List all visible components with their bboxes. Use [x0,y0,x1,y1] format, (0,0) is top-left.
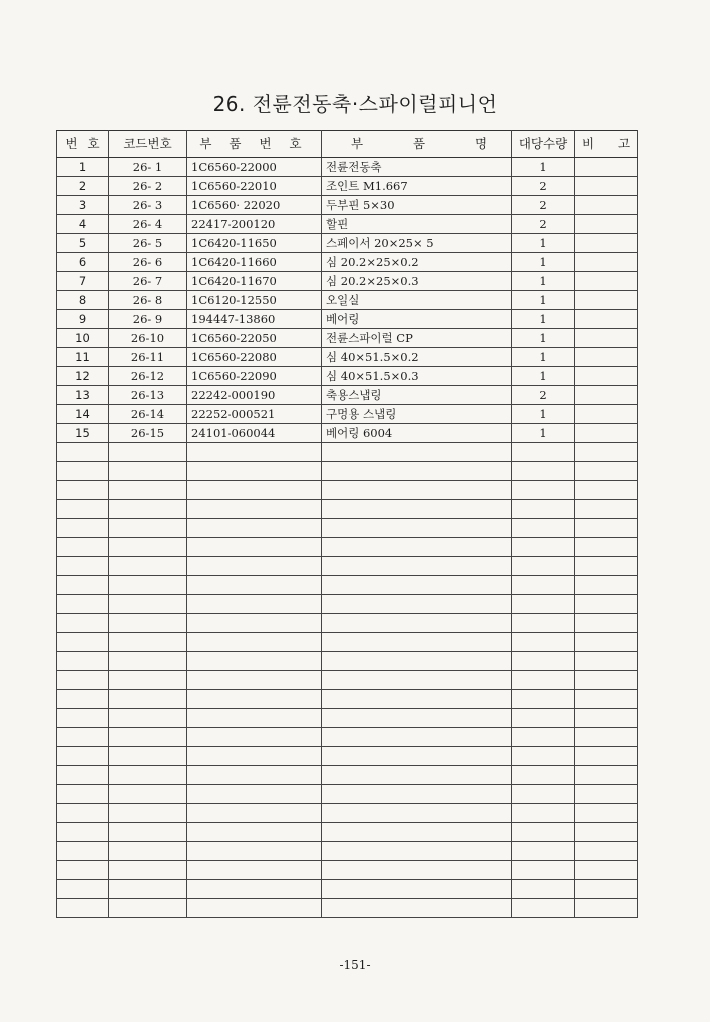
cell-qty [512,804,575,823]
table-row [57,329,638,348]
cell-part-name: 베어링 [322,310,512,329]
cell-qty: 1 [512,234,575,253]
cell-part-name: 오일실 [322,291,512,310]
cell-remark [575,443,638,462]
cell-qty [512,842,575,861]
table-row [57,158,638,177]
cell-part-no: 22252-000521 [187,405,322,424]
cell-part-name: 심 40×51.5×0.3 [322,367,512,386]
header-name-char-2: 품 [412,136,426,151]
cell-remark [575,519,638,538]
cell-part-no: 1C6420-11660 [187,253,322,272]
cell-code [109,443,187,462]
cell-part-name: 조인트 M1.667 [322,177,512,196]
cell-code [109,519,187,538]
empty-table-row [57,804,638,823]
cell-no [57,880,109,899]
cell-remark [575,215,638,234]
cell-code: 26- 6 [109,253,187,272]
cell-part-no: 1C6420-11670 [187,272,322,291]
cell-remark [575,709,638,728]
cell-qty [512,633,575,652]
cell-no: 4 [57,215,109,234]
table-row [57,234,638,253]
cell-code [109,652,187,671]
cell-code: 26- 8 [109,291,187,310]
table-row [57,348,638,367]
empty-table-row [57,538,638,557]
cell-part-name: 할핀 [322,215,512,234]
cell-part-no: 1C6560-22050 [187,329,322,348]
cell-part-no [187,538,322,557]
empty-table-row [57,557,638,576]
cell-remark [575,557,638,576]
cell-part-no: 194447-13860 [187,310,322,329]
cell-part-no [187,728,322,747]
empty-table-row [57,766,638,785]
cell-part-name [322,804,512,823]
cell-part-name: 전륜전동축 [322,158,512,177]
cell-remark [575,481,638,500]
header-part-no: 부 품 번 호 [187,131,322,158]
cell-qty [512,671,575,690]
cell-part-no [187,462,322,481]
cell-part-no [187,747,322,766]
cell-code: 26-11 [109,348,187,367]
cell-part-no [187,842,322,861]
cell-part-name [322,462,512,481]
cell-remark [575,500,638,519]
cell-part-no [187,519,322,538]
cell-no: 12 [57,367,109,386]
cell-remark [575,253,638,272]
table-row [57,272,638,291]
cell-code [109,880,187,899]
cell-remark [575,367,638,386]
header-remark: 비 고 [575,131,638,158]
empty-table-row [57,633,638,652]
cell-remark [575,424,638,443]
cell-part-name: 구멍용 스냅링 [322,405,512,424]
cell-remark [575,196,638,215]
cell-code: 26- 7 [109,272,187,291]
cell-remark [575,690,638,709]
cell-part-name: 전륜스파이럴 CP [322,329,512,348]
cell-remark [575,823,638,842]
cell-qty [512,652,575,671]
cell-part-name: 두부핀 5×30 [322,196,512,215]
cell-qty [512,880,575,899]
cell-part-name [322,861,512,880]
table-row [57,424,638,443]
cell-code [109,671,187,690]
cell-code [109,614,187,633]
cell-qty [512,861,575,880]
cell-part-name [322,557,512,576]
cell-qty [512,519,575,538]
empty-table-row [57,671,638,690]
cell-remark [575,291,638,310]
cell-part-name: 축용스냅링 [322,386,512,405]
cell-qty [512,899,575,918]
cell-remark [575,899,638,918]
cell-code: 26-13 [109,386,187,405]
cell-part-no: 24101-060044 [187,424,322,443]
cell-part-no [187,557,322,576]
cell-part-no [187,576,322,595]
cell-code [109,842,187,861]
cell-part-no: 1C6560-22010 [187,177,322,196]
empty-table-row [57,785,638,804]
cell-remark [575,348,638,367]
cell-qty [512,576,575,595]
cell-code [109,766,187,785]
table-row [57,310,638,329]
cell-remark [575,633,638,652]
cell-part-name [322,728,512,747]
cell-remark [575,234,638,253]
cell-code: 26- 9 [109,310,187,329]
cell-part-name [322,633,512,652]
header-name-char-1: 부 [350,136,364,151]
cell-qty [512,462,575,481]
cell-qty: 2 [512,215,575,234]
empty-table-row [57,899,638,918]
cell-qty [512,785,575,804]
cell-part-no [187,614,322,633]
cell-code [109,576,187,595]
cell-no [57,728,109,747]
header-name-char-3: 명 [474,136,488,151]
cell-part-no [187,690,322,709]
cell-part-name: 스페이서 20×25× 5 [322,234,512,253]
cell-code: 26-15 [109,424,187,443]
empty-table-row [57,690,638,709]
cell-qty: 1 [512,424,575,443]
cell-remark [575,671,638,690]
cell-part-name: 심 20.2×25×0.3 [322,272,512,291]
cell-remark [575,576,638,595]
header-no: 번 호 [57,131,109,158]
cell-remark [575,310,638,329]
cell-no [57,785,109,804]
cell-part-no [187,823,322,842]
cell-part-no [187,861,322,880]
cell-qty [512,728,575,747]
cell-qty [512,595,575,614]
cell-remark [575,405,638,424]
cell-part-no: 22242-000190 [187,386,322,405]
cell-part-no [187,709,322,728]
cell-code [109,899,187,918]
cell-no: 1 [57,158,109,177]
cell-qty [512,614,575,633]
table-row [57,215,638,234]
cell-qty: 1 [512,310,575,329]
cell-part-no [187,880,322,899]
cell-remark [575,880,638,899]
cell-part-name [322,823,512,842]
cell-no [57,747,109,766]
cell-code [109,804,187,823]
cell-code [109,785,187,804]
cell-no: 8 [57,291,109,310]
empty-table-row [57,481,638,500]
empty-table-row [57,747,638,766]
cell-no [57,899,109,918]
empty-table-row [57,842,638,861]
cell-no [57,557,109,576]
cell-remark [575,728,638,747]
cell-code: 26- 2 [109,177,187,196]
cell-code: 26-10 [109,329,187,348]
cell-remark [575,804,638,823]
cell-qty: 2 [512,386,575,405]
cell-part-no [187,671,322,690]
cell-code [109,728,187,747]
cell-no [57,576,109,595]
cell-part-name [322,481,512,500]
cell-no [57,671,109,690]
cell-part-no [187,766,322,785]
cell-code: 26- 1 [109,158,187,177]
cell-no [57,804,109,823]
cell-part-name [322,785,512,804]
cell-part-name [322,671,512,690]
table-row [57,386,638,405]
page-number: -151- [339,958,371,972]
table-row [57,405,638,424]
cell-remark [575,177,638,196]
cell-qty [512,538,575,557]
table-row [57,253,638,272]
cell-code [109,595,187,614]
cell-code [109,500,187,519]
cell-code [109,709,187,728]
cell-qty: 1 [512,405,575,424]
cell-part-no [187,481,322,500]
cell-no: 2 [57,177,109,196]
cell-code: 26- 4 [109,215,187,234]
cell-part-no: 1C6560-22000 [187,158,322,177]
cell-part-no: 22417-200120 [187,215,322,234]
cell-no: 13 [57,386,109,405]
cell-code [109,633,187,652]
cell-part-no: 1C6420-11650 [187,234,322,253]
cell-remark [575,785,638,804]
cell-remark [575,614,638,633]
cell-qty [512,690,575,709]
cell-part-no: 1C6560-22090 [187,367,322,386]
cell-remark [575,747,638,766]
cell-qty [512,709,575,728]
cell-code: 26- 3 [109,196,187,215]
header-qty: 대당수량 [512,131,575,158]
cell-part-no [187,785,322,804]
cell-code: 26-14 [109,405,187,424]
cell-no: 10 [57,329,109,348]
cell-no [57,652,109,671]
cell-qty: 2 [512,196,575,215]
cell-qty: 1 [512,291,575,310]
cell-part-no [187,443,322,462]
empty-table-row [57,595,638,614]
cell-code: 26- 5 [109,234,187,253]
cell-qty [512,481,575,500]
cell-part-name [322,595,512,614]
cell-no [57,538,109,557]
cell-qty: 1 [512,158,575,177]
empty-table-row [57,709,638,728]
cell-code [109,462,187,481]
page-title: 26. 전륜전동축·스파이럴피니언 [212,92,498,116]
cell-part-no [187,500,322,519]
table-row [57,196,638,215]
cell-no: 11 [57,348,109,367]
cell-no [57,614,109,633]
cell-part-name [322,519,512,538]
empty-table-row [57,462,638,481]
cell-no: 3 [57,196,109,215]
cell-no [57,481,109,500]
cell-qty [512,747,575,766]
empty-table-row [57,652,638,671]
cell-no: 9 [57,310,109,329]
table-header-row [57,131,638,158]
header-code: 코드번호 [109,131,187,158]
cell-part-name: 베어링 6004 [322,424,512,443]
cell-part-name: 심 20.2×25×0.2 [322,253,512,272]
cell-part-no: 1C6560-22080 [187,348,322,367]
cell-code [109,481,187,500]
cell-no: 5 [57,234,109,253]
empty-table-row [57,576,638,595]
cell-part-name [322,500,512,519]
cell-qty [512,557,575,576]
cell-part-name [322,690,512,709]
cell-no [57,690,109,709]
cell-qty: 1 [512,272,575,291]
cell-no [57,766,109,785]
cell-part-no [187,595,322,614]
cell-qty: 1 [512,367,575,386]
cell-remark [575,595,638,614]
cell-remark [575,386,638,405]
parts-table [56,130,638,918]
cell-no [57,500,109,519]
cell-no: 6 [57,253,109,272]
cell-no: 15 [57,424,109,443]
cell-part-name [322,842,512,861]
cell-qty [512,766,575,785]
cell-no [57,443,109,462]
cell-code [109,823,187,842]
cell-part-no: 1C6120-12550 [187,291,322,310]
cell-code [109,538,187,557]
cell-no [57,709,109,728]
cell-part-name [322,766,512,785]
cell-no [57,519,109,538]
cell-part-no: 1C6560· 22020 [187,196,322,215]
cell-part-name [322,614,512,633]
cell-qty: 1 [512,253,575,272]
cell-part-name [322,652,512,671]
cell-remark [575,158,638,177]
cell-remark [575,766,638,785]
cell-remark [575,652,638,671]
cell-part-no [187,804,322,823]
cell-part-name [322,880,512,899]
cell-code: 26-12 [109,367,187,386]
cell-code [109,747,187,766]
cell-part-no [187,633,322,652]
cell-code [109,690,187,709]
cell-qty [512,823,575,842]
cell-remark [575,538,638,557]
cell-qty: 1 [512,329,575,348]
cell-qty: 1 [512,348,575,367]
cell-qty [512,500,575,519]
cell-part-name [322,538,512,557]
cell-qty: 2 [512,177,575,196]
cell-part-no [187,899,322,918]
cell-part-name [322,709,512,728]
cell-code [109,557,187,576]
cell-part-name [322,747,512,766]
cell-remark [575,861,638,880]
cell-part-name [322,899,512,918]
empty-table-row [57,443,638,462]
cell-remark [575,462,638,481]
empty-table-row [57,519,638,538]
empty-table-row [57,823,638,842]
table-row [57,291,638,310]
empty-table-row [57,614,638,633]
cell-no [57,861,109,880]
cell-no: 14 [57,405,109,424]
cell-no [57,633,109,652]
cell-qty [512,443,575,462]
cell-remark [575,272,638,291]
header-name [322,131,512,158]
cell-no [57,823,109,842]
cell-no [57,842,109,861]
cell-part-name [322,443,512,462]
cell-code [109,861,187,880]
table-row [57,177,638,196]
empty-table-row [57,861,638,880]
cell-no [57,595,109,614]
cell-remark [575,329,638,348]
parts-table-body [57,158,638,918]
cell-no: 7 [57,272,109,291]
empty-table-row [57,880,638,899]
table-row [57,367,638,386]
cell-part-no [187,652,322,671]
cell-part-name: 심 40×51.5×0.2 [322,348,512,367]
empty-table-row [57,500,638,519]
cell-part-name [322,576,512,595]
cell-no [57,462,109,481]
empty-table-row [57,728,638,747]
cell-remark [575,842,638,861]
